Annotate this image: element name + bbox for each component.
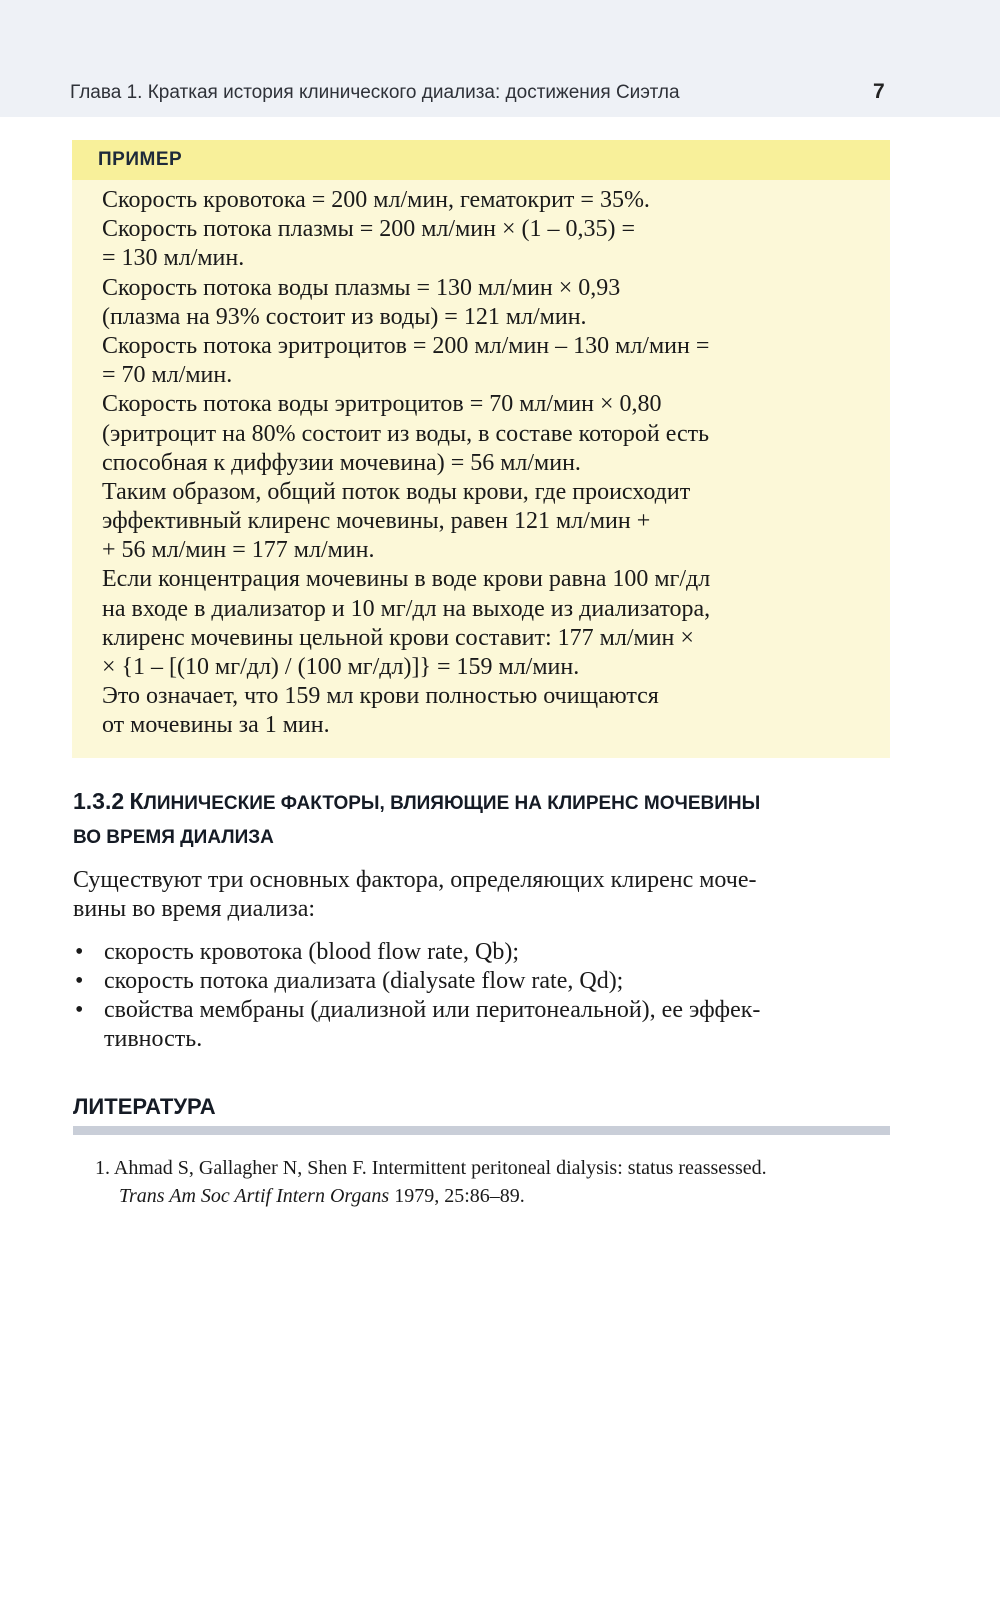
running-title: Глава 1. Краткая история клинического диализа: достижения Сиэтла (70, 82, 680, 103)
example-line: Скорость кровотока = 200 мл/мин, гематокрит = 35%. (102, 187, 650, 213)
example-line: эффективный клиренс мочевины, равен 121 мл/мин + (102, 508, 651, 535)
example-header (72, 140, 890, 180)
example-line: (эритроцит на 80% состоит из воды, в составе которой есть (102, 420, 710, 447)
section-intro (73, 866, 893, 924)
example-body (102, 186, 882, 741)
example-line: = 70 мл/мин. (102, 362, 233, 389)
example-line: (плазма на 93% состоит из воды) = 121 мл/мин. (102, 303, 587, 330)
section-heading-line-2: ВО ВРЕМЯ ДИАЛИЗА (73, 827, 274, 848)
example-line: Если концентрация мочевины в воде крови равна 100 мг/дл (102, 566, 711, 593)
literature-divider (73, 1126, 890, 1135)
example-line: Таким образом, общий поток воды крови, где происходит (102, 478, 691, 505)
intro-line: вины во время диализа: (73, 896, 316, 922)
page-header (0, 0, 1000, 117)
example-line: Скорость потока плазмы = 200 мл/мин × (1 – 0,35) = (102, 216, 636, 243)
section-number: 1.3.2 (73, 788, 125, 814)
literature-heading: ЛИТЕРАТУРА (73, 1094, 216, 1119)
reference-journal: Trans Am Soc Artif Intern Organs (119, 1185, 390, 1207)
reference-item (95, 1154, 895, 1210)
page-number: 7 (873, 80, 885, 103)
section-title-initial: К (129, 788, 144, 814)
example-line: Это означает, что 159 мл крови полностью очищаются (102, 683, 659, 710)
example-line: = 130 мл/мин. (102, 245, 245, 272)
example-line: Скорость потока эритроцитов = 200 мл/мин – 130 мл/мин = (102, 332, 710, 359)
intro-line: Существуют три основных фактора, определяющих клиренс моче- (73, 867, 757, 893)
example-line: от мочевины за 1 мин. (102, 712, 330, 739)
example-line: на входе в диализатор и 10 мг/дл на выходе из диализатора, (102, 595, 711, 622)
bullet-icon: • (75, 997, 84, 1023)
list-item (73, 967, 893, 996)
example-line: × {1 – [(10 мг/дл) / (100 мг/дл)]} = 159 мл/мин. (102, 654, 580, 680)
example-line: Скорость потока воды эритроцитов = 70 мл/мин × 0,80 (102, 391, 662, 418)
example-line: + 56 мл/мин = 177 мл/мин. (102, 537, 375, 564)
example-title: ПРИМЕР (98, 149, 183, 170)
reference-line-1 (95, 1154, 895, 1182)
section-heading (73, 784, 903, 855)
section-heading-line-1 (73, 784, 903, 821)
example-box (72, 140, 890, 758)
section-title-rest: ЛИНИЧЕСКИЕ ФАКТОРЫ, ВЛИЯЮЩИЕ НА КЛИРЕНС МОЧЕВИНЫ (143, 793, 761, 814)
list-item-line: скорость потока диализата (dialysate flow rate, Qd); (104, 968, 624, 994)
list-item-line: свойства мембраны (диализной или перитонеальной), ее эффек- (104, 997, 761, 1023)
factor-list (73, 938, 893, 1054)
example-line: клиренс мочевины цельной крови составит: 177 мл/мин × (102, 624, 694, 651)
bullet-icon: • (75, 939, 84, 965)
example-line: способная к диффузии мочевина) = 56 мл/мин. (102, 449, 581, 476)
example-line: Скорость потока воды плазмы = 130 мл/мин × 0,93 (102, 274, 621, 301)
list-item (73, 996, 893, 1054)
reference-authors-title: Ahmad S, Gallagher N, Shen F. Intermittent peritoneal dialysis: status reassessed. (113, 1157, 767, 1179)
reference-details: 1979, 25:86–89. (389, 1185, 525, 1207)
bullet-icon: • (75, 968, 84, 994)
list-item-line: тивность. (104, 1026, 203, 1052)
reference-number: 1. (95, 1157, 110, 1179)
list-item (73, 938, 893, 967)
reference-line-2 (95, 1182, 895, 1210)
list-item-line: скорость кровотока (blood flow rate, Qb); (104, 939, 520, 965)
